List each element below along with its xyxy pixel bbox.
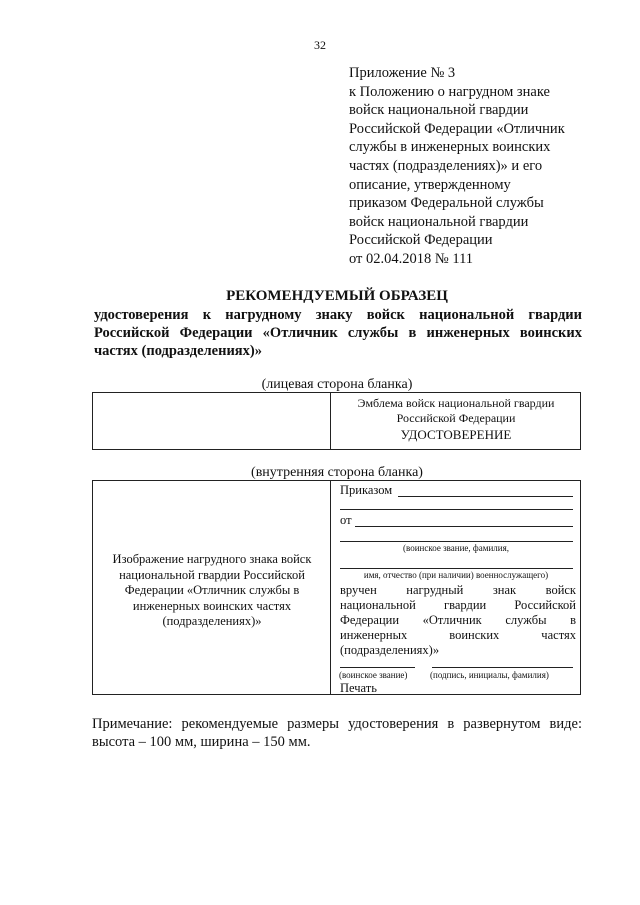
badge-image-placeholder [96,552,328,630]
document-subtitle [94,306,582,360]
appendix-line: приказом Федеральной службы [349,195,544,212]
subtitle-line: частях (подразделениях)» [94,343,262,359]
appendix-line: Российской Федерации [349,232,493,249]
from-field-line [355,526,573,527]
inner-divider [330,480,331,695]
subtitle-line: удостоверения к нагрудному знаку войск национальной гвардии [94,307,582,323]
awarded-line: инженерных воинских частях [340,628,576,642]
signature-line [432,667,573,668]
order-field-line-2 [340,509,573,510]
awarded-line: (подразделениях)» [340,643,440,657]
awarded-line: Федерации «Отличник службы в [340,613,576,627]
page-number: 32 [314,38,326,52]
rank-name-hint: (воинское звание, фамилия, [403,543,509,553]
certificate-label: УДОСТОВЕРЕНИЕ [400,427,512,442]
note-line: высота – 100 мм, ширина – 150 мм. [92,734,311,750]
rank-name-field-line [340,541,573,542]
front-divider [330,392,331,450]
note-line: Примечание: рекомендуемые размеры удостоверения в развернутом виде: [92,716,582,732]
appendix-line: Российской Федерации «Отличник [349,120,565,137]
badge-image-line: национальной гвардии Российской [119,567,305,582]
badge-image-line: Изображение нагрудного знака войск [112,552,312,566]
appendix-line: войск национальной гвардии [349,102,529,119]
appendix-line: службы в инженерных воинских [349,139,551,156]
rank-hint: (воинское звание) [339,670,408,680]
awarded-line: вручен нагрудный знак войск [340,583,576,597]
badge-image-line: инженерных воинских частях [132,598,292,613]
note [92,715,582,751]
appendix-line: частях (подразделениях)» и его [349,157,543,174]
appendix-line: войск национальной гвардии [349,213,529,230]
front-right-panel [333,396,579,442]
awarded-line: национальной гвардии Российской [340,598,576,612]
rank-signature-line [340,667,415,668]
appendix-line: от 02.04.2018 № 111 [349,250,474,267]
appendix-line: Приложение № 3 [349,65,456,81]
inner-caption: (внутренняя сторона бланка) [251,465,423,480]
from-label: от [340,513,352,527]
patronymic-field-line [340,568,573,569]
stamp-label: Печать [340,681,377,695]
order-label: Приказом [340,483,393,497]
emblem-line: Эмблема войск национальной гвардии [357,396,555,410]
patronymic-hint: имя, отчество (при наличии) военнослужащего) [363,570,549,580]
awarded-text [340,583,576,658]
document-title: РЕКОМЕНДУЕМЫЙ ОБРАЗЕЦ [226,288,448,304]
badge-image-line: (подразделениях)» [162,614,262,628]
order-field-line [398,496,573,497]
front-caption: (лицевая сторона бланка) [261,377,413,392]
appendix-line: описание, утвержденному [349,176,511,193]
appendix-line: к Положению о нагрудном знаке [349,83,550,100]
subtitle-line: Российской Федерации «Отличник службы в инженерных воинских [94,325,582,341]
appendix-header [349,64,599,269]
signature-hint: (подпись, инициалы, фамилия) [430,670,549,680]
emblem-line: Российской Федерации [396,411,516,425]
badge-image-line: Федерации «Отличник службы в [124,583,300,597]
